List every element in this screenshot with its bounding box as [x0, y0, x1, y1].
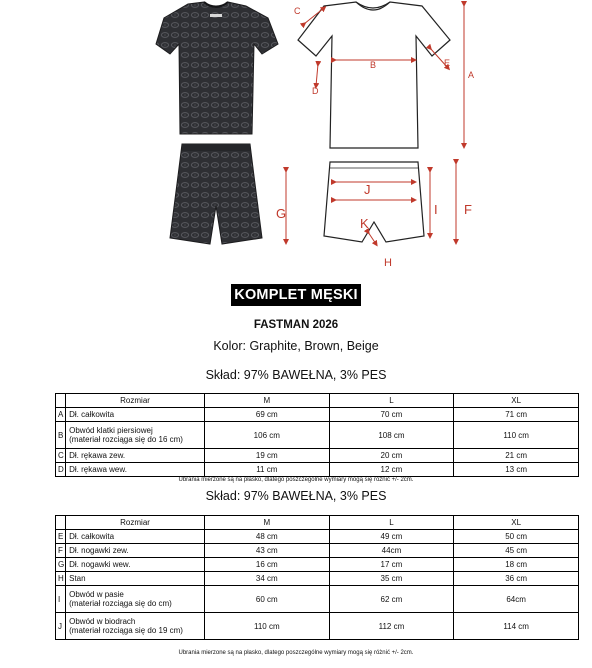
table-row: B Obwód klatki piersiowej (materiał rozciąga się do 16 cm) 106 cm 108 cm 110 cm	[56, 422, 579, 449]
tshirt-composition: Skład: 97% BAWEŁNA, 3% PES	[205, 368, 387, 382]
size-l: L	[329, 516, 454, 530]
table-header-row	[56, 394, 579, 408]
shorts-photo	[170, 144, 262, 244]
measurement-diagram	[272, 0, 484, 268]
tshirt-size-table	[55, 393, 579, 477]
tshirt-photo	[156, 2, 278, 134]
table-row: F Dł. nogawki zew. 43 cm 44cm 45 cm	[56, 544, 579, 558]
size-m: M	[204, 516, 329, 530]
table-row: I Obwód w pasie (materiał rozciąga się do cm) 60 cm 62 cm 64cm	[56, 586, 579, 613]
measurement-note: Ubrania mierzone są na płasko, dlatego poszczególne wymiary mogą się różnić +/- 2cm.	[178, 477, 414, 483]
brand-label: KOMPLET MĘSKI	[231, 284, 360, 306]
label-d: D	[312, 86, 319, 96]
model-name: FASTMAN 2026	[253, 319, 339, 331]
label-i: I	[434, 202, 438, 217]
table-row: D Dł. rękawa wew. 11 cm 12 cm 13 cm	[56, 463, 579, 477]
label-g: G	[276, 206, 287, 221]
label-k: K	[360, 216, 369, 231]
table-row: H Stan 34 cm 35 cm 36 cm	[56, 572, 579, 586]
table-row: G Dł. nogawki wew. 16 cm 17 cm 18 cm	[56, 558, 579, 572]
label-e: E	[444, 58, 451, 68]
table-row: A Dł. całkowita 69 cm 70 cm 71 cm	[56, 408, 579, 422]
product-photo	[150, 0, 282, 250]
label-h: H	[384, 257, 392, 268]
label-a: A	[468, 70, 475, 80]
label-j: J	[364, 182, 371, 197]
size-l: L	[329, 394, 454, 408]
size-m: M	[204, 394, 329, 408]
shorts-composition: Skład: 97% BAWEŁNA, 3% PES	[205, 489, 387, 503]
brand-banner	[0, 284, 592, 306]
size-xl: XL	[454, 394, 579, 408]
shorts-size-table	[55, 515, 579, 640]
table-row: J Obwód w biodrach (materiał rozciąga się do 19 cm) 110 cm 112 cm 114 cm	[56, 613, 579, 640]
label-b: B	[370, 60, 377, 70]
table-header-row	[56, 516, 579, 530]
size-xl: XL	[454, 516, 579, 530]
table-row: E Dł. całkowita 48 cm 49 cm 50 cm	[56, 530, 579, 544]
color-list: Kolor: Graphite, Brown, Beige	[213, 339, 379, 353]
measurement-note: Ubrania mierzone są na płasko, dlatego poszczególne wymiary mogą się różnić +/- 2cm.	[178, 650, 414, 656]
label-c: C	[294, 6, 301, 16]
label-f: F	[464, 202, 472, 217]
size-header-label: Rozmiar	[66, 516, 205, 530]
size-header-label: Rozmiar	[66, 394, 205, 408]
table-row: C Dł. rękawa zew. 19 cm 20 cm 21 cm	[56, 449, 579, 463]
